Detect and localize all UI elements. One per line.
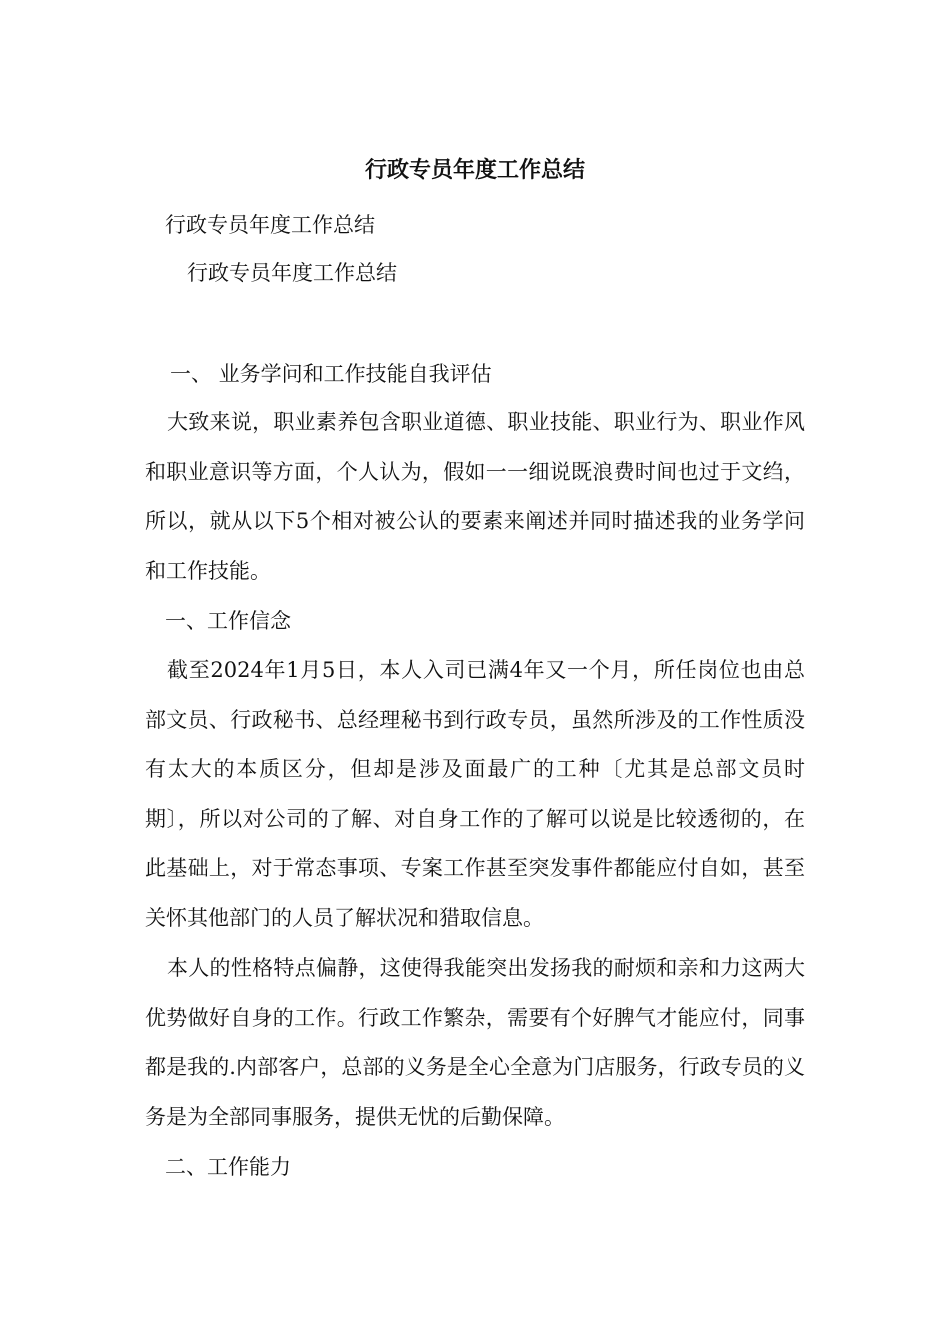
section-heading-1: 一、 业务学问和工作技能自我评估 xyxy=(170,362,492,386)
subtitle-line-1: 行政专员年度工作总结 xyxy=(165,213,375,237)
paragraph-2: 截至2024年1月5日，本人入司已满4年又一个月，所任岗位也由总部文员、行政秘书、总经理秘书到行政专员，虽然所涉及的工作性质没有太大的本质区分，但却是涉及面最广的工种〔尤其是总部文员时期〕，所以对公司的了解、对自身工作的了解可以说是比较透彻的，在此基础上，对于常态事项、专案工作甚至突发事件都能应付自如，甚至关怀其他部门的人员了解状况和猎取信息。 xyxy=(145,658,805,930)
paragraph-3: 本人的性格特点偏静，这使得我能突出发扬我的耐烦和亲和力这两大优势做好自身的工作。行政工作繁杂，需要有个好脾气才能应付，同事都是我的.内部客户，总部的义务是全心全意为门店服务，行政专员的义务是为全部同事服务，提供无忧的后勤保障。 xyxy=(145,956,805,1129)
subheading-work-ability: 二、工作能力 xyxy=(165,1155,291,1179)
paragraph-1: 大致来说，职业素养包含职业道德、职业技能、职业行为、职业作风和职业意识等方面，个人认为，假如一一细说既浪费时间也过于文绉，所以，就从以下5个相对被公认的要素来阐述并同时描述我的业务学问和工作技能。 xyxy=(145,410,805,583)
document-title: 行政专员年度工作总结 xyxy=(364,157,585,183)
subheading-work-attitude: 一、工作信念 xyxy=(165,609,291,633)
subtitle-line-2: 行政专员年度工作总结 xyxy=(187,261,397,285)
